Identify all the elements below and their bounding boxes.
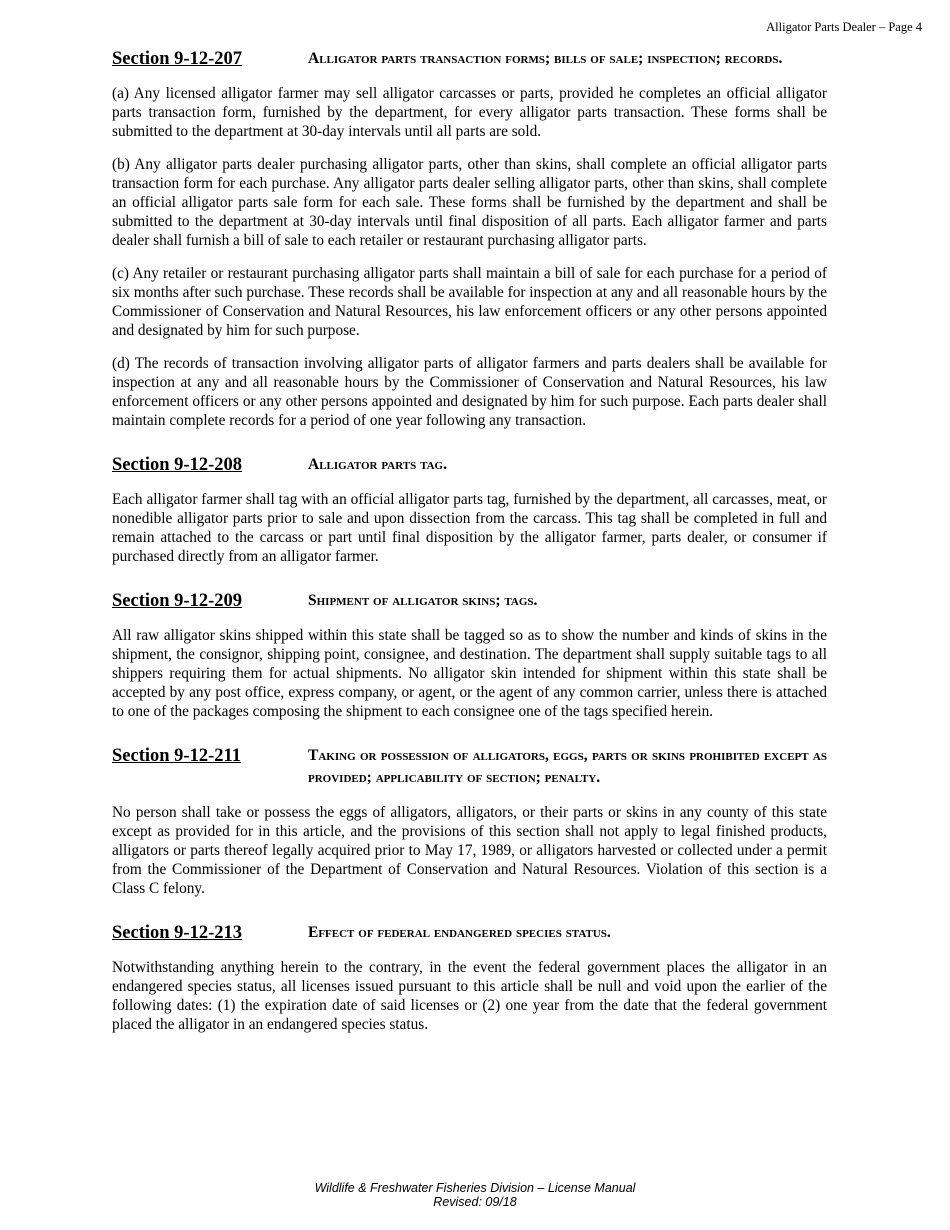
page-footer	[0, 1181, 950, 1209]
document-body	[112, 48, 827, 1048]
section-title: Alligator parts transaction forms; bills of sale; inspection; records.	[308, 50, 783, 67]
paragraph: No person shall take or possess the eggs of alligators, alligators, or their parts or skins in any county of this state except as provided for in this article, and the provisions of this section shall not apply to legal finished products, alligators or parts thereof legally acquired prior to May 17, 1989, or alligators harvested or collected under a permit from the Commissioner of the Department of Conservation and Natural Resources. Violation of this section is a Class C felony.	[112, 804, 827, 897]
paragraph: (a) Any licensed alligator farmer may sell alligator carcasses or parts, provided he completes an official alligator parts transaction form, furnished by the department, for every alligator parts transaction. These forms shall be submitted to the department at 30-day intervals until all parts are sold.	[112, 85, 827, 140]
section-heading	[112, 590, 827, 612]
section-number: Section 9-12-208	[112, 455, 242, 475]
paragraph: (b) Any alligator parts dealer purchasing alligator parts, other than skins, shall complete an official alligator parts transaction form for each purchase. Any alligator parts dealer selling alligator parts, other than skins, shall complete an official alligator parts sale form for each sale. These forms shall be furnished by the department and shall be submitted to the department at 30-day intervals until final disposition of all parts. Each alligator farmer and parts dealer shall furnish a bill of sale to each retailer or restaurant purchasing alligator parts.	[112, 156, 827, 249]
paragraph: (c) Any retailer or restaurant purchasing alligator parts shall maintain a bill of sale for each purchase for a period of six months after such purchase. These records shall be available for inspection at any and all reasonable hours by the Commissioner of Conservation and Natural Resources, his law enforcement officers or any other persons appointed and designated by him for such purpose.	[112, 265, 827, 339]
section-number: Section 9-12-209	[112, 591, 242, 611]
paragraph: All raw alligator skins shipped within this state shall be tagged so as to show the number and kinds of skins in the shipment, the consignor, shipping point, consignee, and destination. The department shall supply suitable tags to all shippers requiring them for actual shipments. No alligator skin intended for shipment within this state shall be accepted by any post office, express company, or agent, or the agent of any common carrier, unless there is attached to one of the packages composing the shipment to each consignee one of the tags specified herein.	[112, 627, 827, 720]
section-heading	[112, 454, 827, 476]
section-number: Section 9-12-213	[112, 923, 242, 943]
section-9-12-207	[112, 48, 827, 430]
footer-revision-date: Revised: 09/18	[433, 1195, 517, 1209]
paragraph: Each alligator farmer shall tag with an official alligator parts tag, furnished by the department, all carcasses, meat, or nonedible alligator parts prior to sale and upon dissection from the carcass. This tag shall be completed in full and remain attached to the carcass or part until final disposition by the alligator farmer, parts dealer, or consumer if purchased directly from an alligator farmer.	[112, 491, 827, 565]
section-9-12-209	[112, 590, 827, 721]
section-title: Shipment of alligator skins; tags.	[308, 592, 538, 609]
section-number: Section 9-12-207	[112, 49, 242, 69]
page-header: Alligator Parts Dealer – Page 4	[766, 20, 922, 34]
section-title: Effect of federal endangered species status.	[308, 924, 611, 941]
section-title: Alligator parts tag.	[308, 456, 447, 473]
footer-manual-title: Wildlife & Freshwater Fisheries Division – License Manual	[314, 1181, 636, 1195]
section-heading	[112, 48, 827, 70]
section-number: Section 9-12-211	[112, 746, 241, 766]
section-9-12-208	[112, 454, 827, 566]
section-heading	[112, 922, 827, 944]
paragraph: (d) The records of transaction involving alligator parts of alligator farmers and parts dealers shall be available for inspection at any and all reasonable hours by the Commissioner of Conservation and Natural Resources, his law enforcement officers or any other persons appointed and designated by him for such purpose. Each parts dealer shall maintain complete records for a period of one year following any transaction.	[112, 355, 827, 429]
paragraph: Notwithstanding anything herein to the contrary, in the event the federal government places the alligator in an endangered species status, all licenses issued pursuant to this article shall be null and void upon the earlier of the following dates: (1) the expiration date of said licenses or (2) one year from the date that the federal government placed the alligator in an endangered species status.	[112, 959, 827, 1033]
section-9-12-211	[112, 745, 827, 898]
section-title: Taking or possession of alligators, eggs, parts or skins prohibited except as provided; applicability of section; penalty.	[308, 747, 827, 786]
section-9-12-213	[112, 922, 827, 1034]
section-heading	[112, 745, 827, 789]
